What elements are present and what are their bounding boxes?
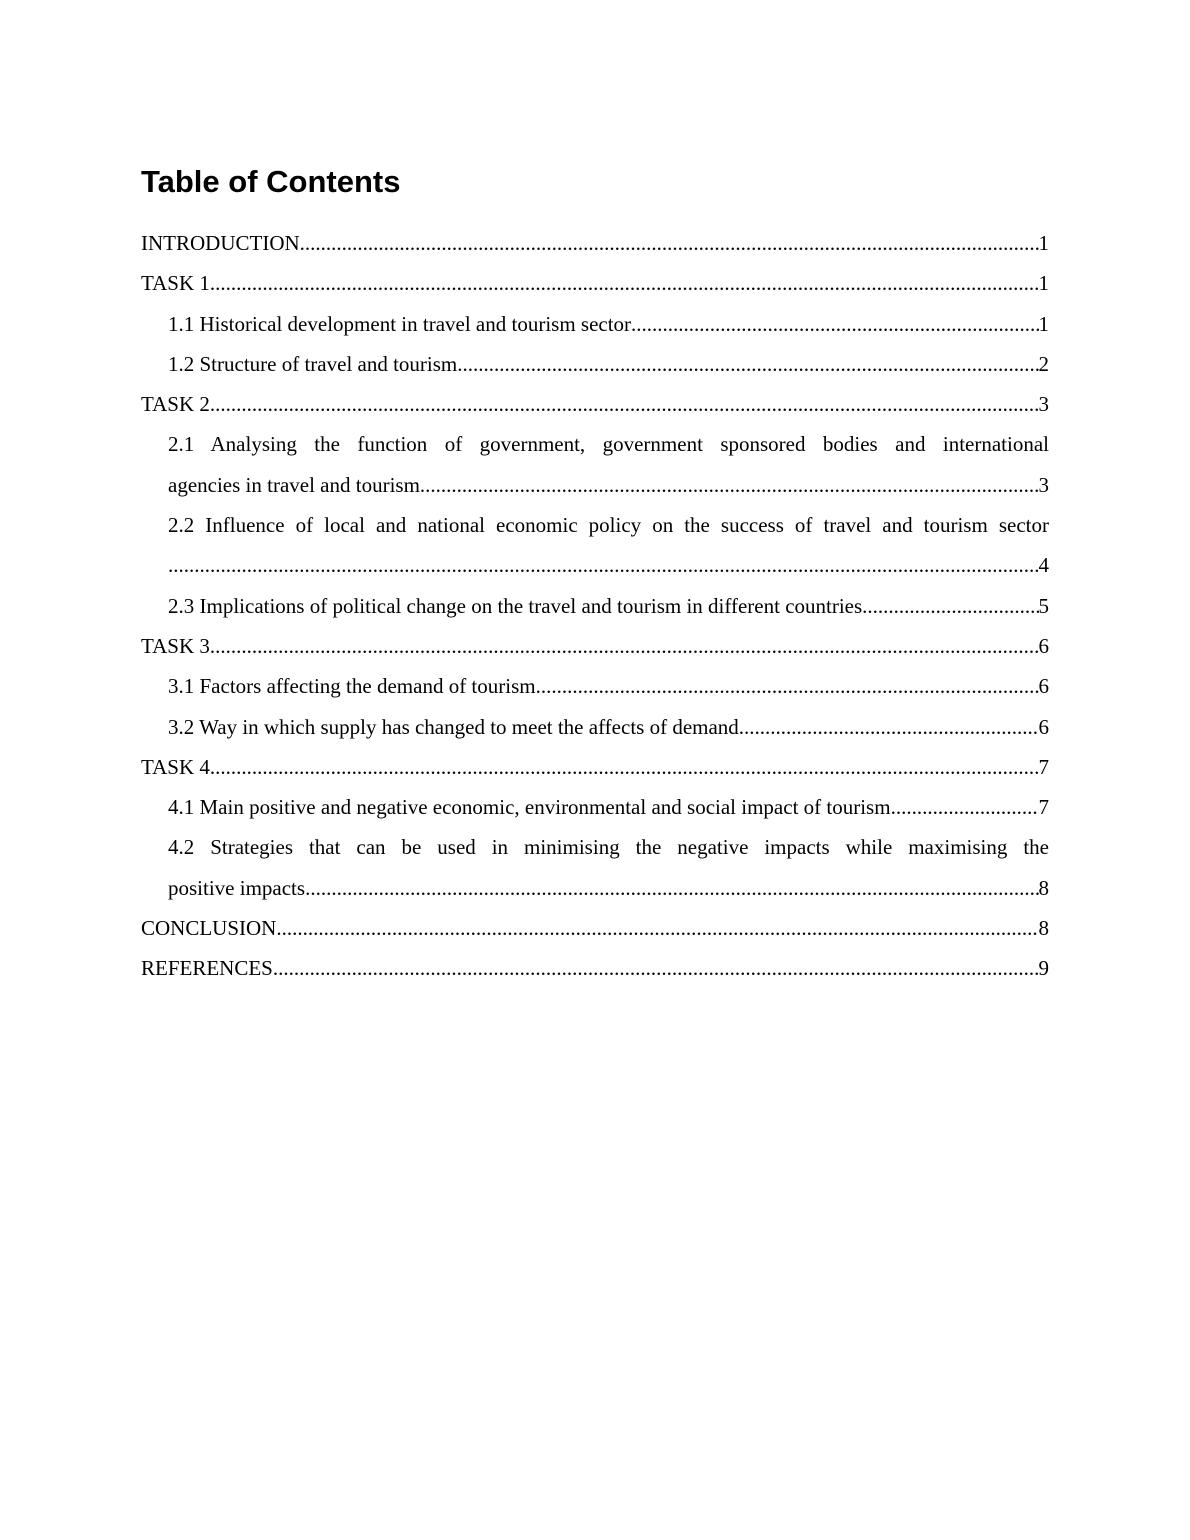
toc-entry-3-2[interactable] — [141, 707, 1049, 747]
toc-page-number: 1 — [1038, 311, 1049, 336]
toc-entry-label: 1.2 Structure of travel and tourism — [168, 351, 458, 376]
toc-entry-label: TASK 4 — [141, 754, 210, 779]
toc-page-number: 4 — [1038, 553, 1049, 578]
toc-page-number: 6 — [1038, 633, 1049, 658]
toc-page-number: 7 — [1038, 754, 1049, 779]
dot-leader — [420, 465, 1039, 505]
toc-page-number: 2 — [1038, 351, 1049, 376]
page-title: Table of Contents — [141, 164, 401, 199]
dot-leader — [891, 787, 1039, 827]
dot-leader — [862, 586, 1038, 626]
toc-entry-task-3[interactable] — [141, 626, 1049, 666]
toc-entry-conclusion[interactable] — [141, 908, 1049, 948]
dot-leader — [210, 263, 1039, 303]
toc-entry-label: positive impacts — [168, 875, 306, 900]
toc-entry-label-line-1: 2.1 Analysing the function of government, government sponsored bodies and international — [168, 432, 1049, 457]
toc-page-number: 8 — [1038, 875, 1049, 900]
dot-leader — [457, 344, 1038, 384]
dot-leader — [739, 707, 1039, 747]
toc-page-number: 1 — [1038, 271, 1049, 296]
toc-entry-label: 3.1 Factors affecting the demand of tourism — [168, 674, 536, 699]
toc-page-number: 5 — [1038, 593, 1049, 618]
toc-entry-2-1[interactable] — [141, 424, 1049, 505]
toc-entry-label: 1.1 Historical development in travel and tourism sector — [168, 311, 632, 336]
toc-entry-introduction[interactable] — [141, 223, 1049, 263]
table-of-contents — [141, 223, 1049, 989]
toc-page-number: 6 — [1038, 674, 1049, 699]
toc-entry-4-2[interactable] — [141, 827, 1049, 908]
toc-entry-task-1[interactable] — [141, 263, 1049, 303]
toc-entry-label: TASK 1 — [141, 271, 210, 296]
toc-entry-4-1[interactable] — [141, 787, 1049, 827]
toc-page-number: 9 — [1038, 956, 1049, 981]
toc-entry-references[interactable] — [141, 948, 1049, 988]
toc-entry-task-2[interactable] — [141, 384, 1049, 424]
toc-entry-label: 2.3 Implications of political change on the travel and tourism in different countries — [168, 593, 863, 618]
dot-leader — [168, 545, 1039, 585]
dot-leader — [536, 666, 1039, 706]
dot-leader — [631, 304, 1038, 344]
dot-leader — [273, 948, 1039, 988]
toc-entry-label: REFERENCES — [141, 956, 273, 981]
toc-entry-1-1[interactable] — [141, 304, 1049, 344]
dot-leader — [305, 868, 1038, 908]
toc-page-number: 7 — [1038, 795, 1049, 820]
toc-entry-label: INTRODUCTION — [141, 231, 300, 255]
toc-page-number: 3 — [1038, 392, 1049, 417]
toc-entry-label-line-1: 2.2 Influence of local and national economic policy on the success of travel and tourism sector — [168, 513, 1049, 538]
toc-entry-2-3[interactable] — [141, 586, 1049, 626]
toc-entry-label: 4.1 Main positive and negative economic, environmental and social impact of tourism — [168, 795, 891, 820]
dot-leader — [210, 747, 1039, 787]
dot-leader — [276, 908, 1038, 948]
toc-entry-2-2[interactable] — [141, 505, 1049, 586]
toc-entry-task-4[interactable] — [141, 747, 1049, 787]
toc-page-number: 8 — [1038, 916, 1049, 941]
toc-entry-1-2[interactable] — [141, 344, 1049, 384]
toc-page-number: 1 — [1038, 231, 1049, 255]
toc-entry-label: CONCLUSION — [141, 916, 277, 941]
toc-entry-label: TASK 3 — [141, 633, 210, 658]
toc-entry-3-1[interactable] — [141, 666, 1049, 706]
toc-entry-label: agencies in travel and tourism — [168, 472, 420, 497]
dot-leader — [210, 626, 1039, 666]
toc-page-number: 3 — [1038, 472, 1049, 497]
toc-page-number: 6 — [1038, 714, 1049, 739]
dot-leader — [210, 384, 1039, 424]
toc-entry-label: 3.2 Way in which supply has changed to meet the affects of demand — [168, 714, 739, 739]
dot-leader — [300, 223, 1039, 263]
toc-entry-label-line-1: 4.2 Strategies that can be used in minimising the negative impacts while maximising the — [168, 835, 1049, 860]
toc-entry-label: TASK 2 — [141, 392, 210, 417]
